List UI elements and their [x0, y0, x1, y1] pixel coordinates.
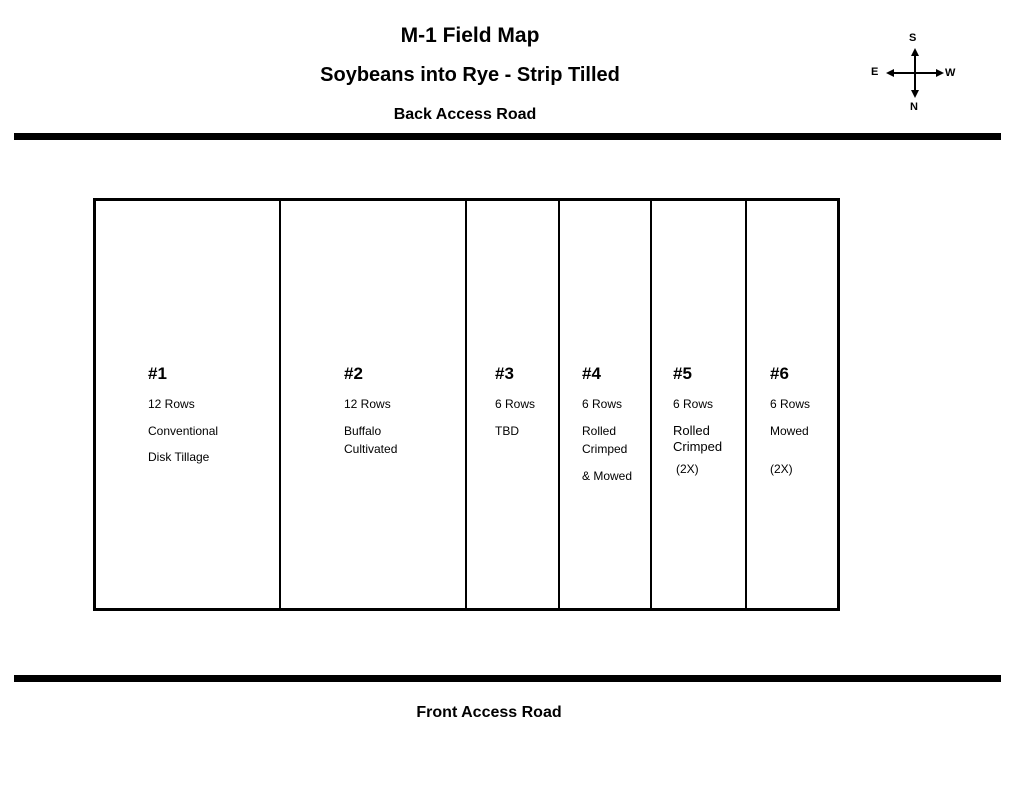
plot-rows: 6 Rows: [495, 397, 536, 411]
plot-treatment: (2X): [676, 462, 699, 476]
plot-number: #6: [770, 364, 789, 383]
compass: [868, 30, 968, 115]
plot-divider: [279, 198, 281, 611]
plot-number: #1: [148, 364, 167, 383]
map-subtitle: Soybeans into Rye - Strip Tilled: [320, 64, 620, 86]
plot-number: #2: [344, 364, 363, 383]
plot-divider: [745, 198, 747, 611]
front-road-label: Front Access Road: [416, 704, 562, 721]
plot-treatment: Mowed: [770, 424, 809, 438]
front-access-road: [14, 675, 1001, 682]
plot-treatment: (2X): [770, 462, 793, 476]
plot-6: [770, 364, 836, 477]
plot-treatment: Buffalo: [344, 424, 382, 438]
plot-treatment: Rolled: [582, 424, 617, 438]
compass-north-label: N: [910, 101, 918, 113]
plot-2: [344, 364, 459, 457]
plot-5: [673, 364, 743, 477]
compass-east-label: E: [871, 66, 879, 78]
plot-rows: 6 Rows: [582, 397, 623, 411]
back-access-road: [14, 133, 1001, 140]
plot-4: [582, 364, 648, 484]
plot-3: [495, 364, 555, 439]
plot-treatment: Disk Tillage: [148, 450, 210, 464]
plot-number: #4: [582, 364, 601, 383]
plot-divider: [465, 198, 467, 611]
plot-treatment: TBD: [495, 424, 519, 438]
map-title: M-1 Field Map: [400, 24, 540, 47]
plot-treatment: Cultivated: [344, 442, 398, 456]
compass-west-label: W: [945, 67, 956, 79]
plot-divider: [558, 198, 560, 611]
plot-treatment: Crimped: [673, 439, 723, 454]
compass-south-label: S: [909, 32, 917, 44]
plot-treatment: Rolled: [673, 423, 710, 438]
plot-treatment: Conventional: [148, 424, 219, 438]
plot-rows: 6 Rows: [673, 397, 714, 411]
plot-treatment: & Mowed: [582, 469, 633, 483]
plot-rows: 6 Rows: [770, 397, 811, 411]
plot-divider: [650, 198, 652, 611]
plot-number: #5: [673, 364, 692, 383]
plot-number: #3: [495, 364, 514, 383]
back-road-label: Back Access Road: [393, 106, 537, 123]
plot-treatment: Crimped: [582, 442, 628, 456]
plot-rows: 12 Rows: [148, 397, 195, 411]
plot-rows: 12 Rows: [344, 397, 391, 411]
plot-1: [148, 364, 273, 465]
